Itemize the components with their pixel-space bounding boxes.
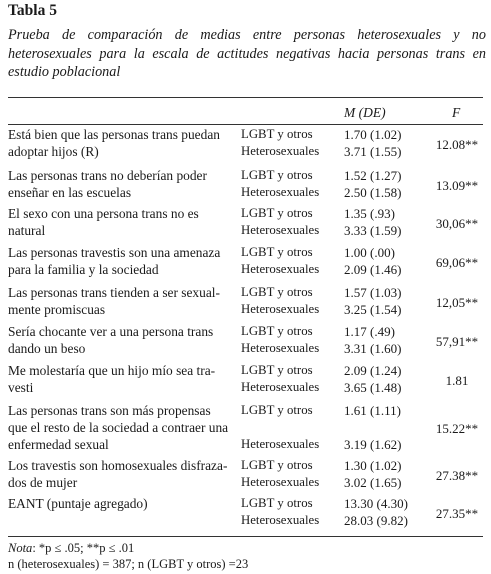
mean-sd-hetero: 2.50 (1.58): [344, 185, 402, 200]
mean-sd-hetero: 3.19 (1.62): [344, 437, 402, 452]
group-label-lgbt: LGBT y otros: [241, 168, 313, 182]
mean-sd-hetero: 3.65 (1.48): [344, 380, 402, 395]
item-text: adoptar hijos (R): [8, 144, 99, 159]
group-label-hetero: Heterosexuales: [241, 380, 320, 394]
mean-sd-hetero: 3.31 (1.60): [344, 341, 402, 356]
group-label-lgbt: LGBT y otros: [241, 245, 313, 259]
f-value: 27.38**: [435, 467, 479, 483]
group-label-lgbt: LGBT y otros: [241, 324, 313, 338]
item-text: Las personas trans son más propensas: [8, 403, 211, 418]
group-label-hetero: Heterosexuales: [241, 185, 320, 199]
group-label-hetero: Heterosexuales: [241, 223, 320, 237]
f-value: 15.22**: [435, 421, 479, 436]
f-value: 27.35**: [435, 505, 479, 521]
item-text: Las personas trans tienden a ser sexual-: [8, 285, 220, 300]
group-label-hetero: Heterosexuales: [241, 302, 320, 316]
mean-sd-lgbt: 1.52 (1.27): [344, 168, 402, 183]
item-text: natural: [8, 223, 46, 238]
mean-sd-lgbt: 2.09 (1.24): [344, 363, 402, 378]
item-text: vesti: [8, 380, 34, 395]
mean-sd-lgbt: 1.30 (1.02): [344, 458, 402, 473]
group-label-lgbt: LGBT y otros: [241, 285, 313, 299]
mean-sd-lgbt: 1.00 (.00): [344, 245, 395, 260]
header-f: F: [452, 105, 461, 120]
group-label-lgbt: LGBT y otros: [241, 458, 313, 472]
table-title: Prueba de comparación de medias entre personas heterosexuales y no heterosexuales para la escala de actitudes negativas hacia personas trans en estudio poblacional: [8, 27, 486, 80]
group-label-hetero: Heterosexuales: [241, 475, 320, 489]
mean-sd-lgbt: 1.35 (.93): [344, 206, 395, 221]
note-significance: [8, 540, 134, 556]
note-text: : *p ≤ .05; **p ≤ .01: [32, 541, 135, 555]
f-value: 30,06**: [435, 215, 479, 231]
f-value: 69,06**: [435, 254, 479, 270]
note-label: Nota: [8, 541, 33, 555]
item-text: Está bien que las personas trans puedan: [8, 127, 220, 142]
group-label-lgbt: LGBT y otros: [241, 127, 313, 141]
top-rule: [8, 97, 483, 98]
item-text: Las personas trans no deberían poder: [8, 168, 207, 183]
f-value: 12,05**: [435, 294, 479, 310]
bottom-rule: [8, 536, 483, 537]
mean-sd-lgbt: 1.61 (1.11): [344, 403, 401, 418]
mean-sd-lgbt: 1.57 (1.03): [344, 285, 402, 300]
mean-sd-lgbt: 13.30 (4.30): [344, 496, 408, 511]
group-label-hetero: Heterosexuales: [241, 144, 320, 158]
item-text: El sexo con una persona trans no es: [8, 206, 199, 221]
mean-sd-hetero: 3.02 (1.65): [344, 475, 402, 490]
item-text: mente promiscuas: [8, 302, 106, 317]
item-text: Las personas travestis son una amenaza: [8, 245, 221, 260]
item-text: enfermedad sexual: [8, 437, 109, 452]
item-text: que el resto de la sociedad a contraer una: [8, 420, 229, 435]
mean-sd-hetero: 3.33 (1.59): [344, 223, 402, 238]
item-text: para la familia y la sociedad: [8, 262, 159, 277]
group-label-lgbt: LGBT y otros: [241, 363, 313, 377]
table-number: Tabla 5: [8, 2, 57, 19]
mean-sd-lgbt: 1.17 (.49): [344, 324, 395, 339]
item-text: Sería chocante ver a una persona trans: [8, 324, 214, 339]
group-label-hetero: Heterosexuales: [241, 513, 320, 527]
header-rule: [8, 124, 483, 125]
note-sample-sizes: n (heterosexuales) = 387; n (LGBT y otros) =23: [8, 557, 249, 571]
item-text: EANT (puntaje agregado): [8, 496, 148, 511]
mean-sd-lgbt: 1.70 (1.02): [344, 127, 402, 142]
item-text: enseñar en las escuelas: [8, 185, 132, 200]
f-value: 13.09**: [435, 177, 479, 193]
mean-sd-hetero: 3.25 (1.54): [344, 302, 402, 317]
group-label-lgbt: LGBT y otros: [241, 403, 313, 417]
group-label-lgbt: LGBT y otros: [241, 496, 313, 510]
f-value: 57,91**: [435, 333, 479, 349]
group-label-hetero: Heterosexuales: [241, 262, 320, 276]
group-label-hetero: Heterosexuales: [241, 341, 320, 355]
mean-sd-hetero: 3.71 (1.55): [344, 144, 402, 159]
item-text: Me molestaría que un hijo mío sea tra-: [8, 363, 216, 378]
item-text: dos de mujer: [8, 475, 78, 490]
f-value: 1.81: [445, 372, 469, 388]
f-value: 12.08**: [435, 136, 479, 152]
mean-sd-hetero: 28.03 (9.82): [344, 513, 408, 528]
group-label-hetero: Heterosexuales: [241, 437, 320, 451]
item-text: dando un beso: [8, 341, 86, 356]
group-label-lgbt: LGBT y otros: [241, 206, 313, 220]
item-text: Los travestis son homosexuales disfraza-: [8, 458, 228, 473]
header-md: M (DE): [344, 105, 386, 120]
mean-sd-hetero: 2.09 (1.46): [344, 262, 402, 277]
